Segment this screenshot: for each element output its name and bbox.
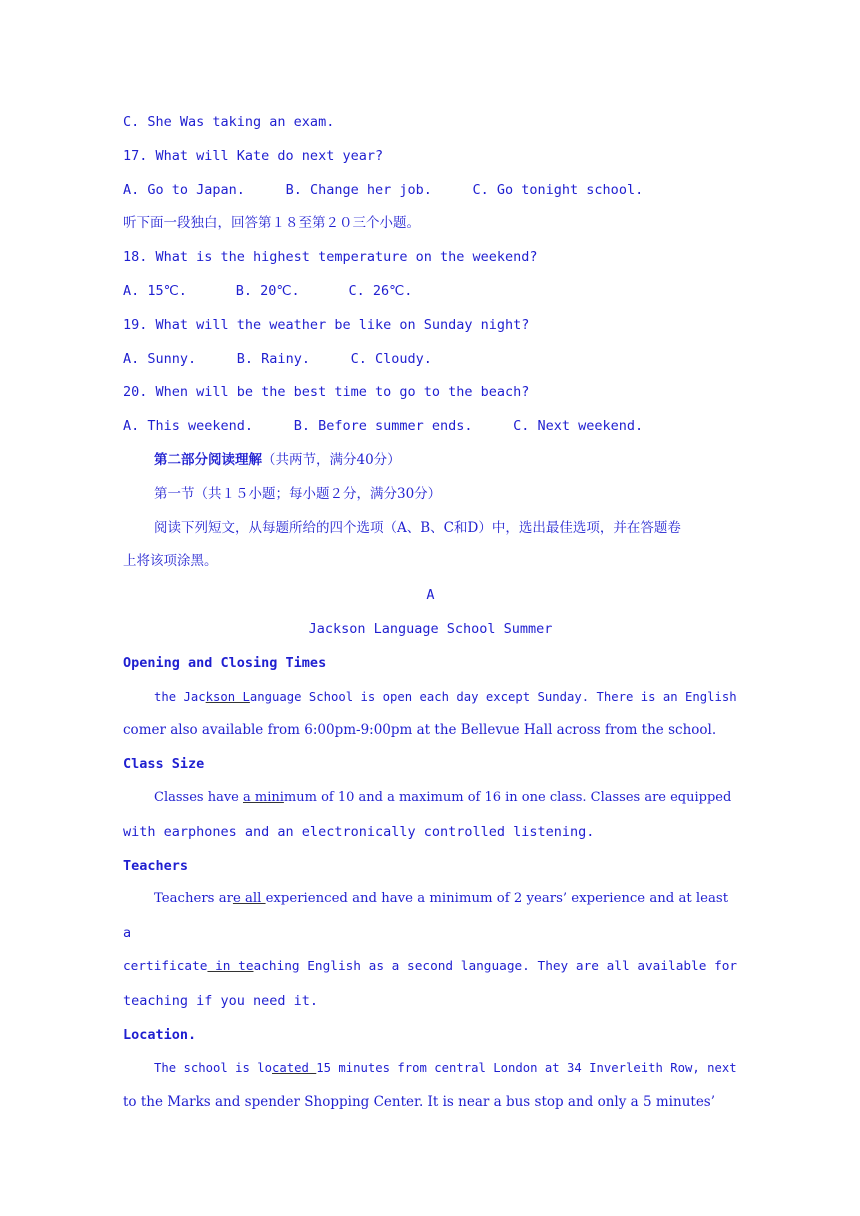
- opening-line-1: [123, 683, 738, 717]
- q19-options: [123, 345, 738, 379]
- q18-options: [123, 277, 738, 311]
- q18-option-c: C. 26℃.: [348, 282, 413, 299]
- q19-option-a: A. Sunny.: [123, 350, 197, 367]
- reading-instruction-line-1: 阅读下列短文，从每题所给的四个选项（A、B、C和D）中，选出最佳选项，并在答题卷: [154, 519, 681, 536]
- teachers-underline-2: in te: [207, 958, 254, 974]
- q17-option-c: C. Go tonight school.: [472, 181, 644, 198]
- opening-text-b: anguage School is open each day except Sunday. There is an English: [249, 689, 737, 704]
- opening-text-a: the Jac: [154, 689, 206, 704]
- q20-question: 20. When will be the best time to go to the beach?: [123, 384, 530, 401]
- location-line-1: [123, 1054, 738, 1088]
- q18-option-a: A. 15℃.: [123, 282, 187, 299]
- reading-instruction-line-2: 上将该项涂黑。: [123, 553, 218, 570]
- teachers-text-a: Teachers ar: [154, 891, 233, 907]
- q17-options: [123, 176, 738, 210]
- teachers-line-4: teaching if you need it.: [123, 992, 319, 1009]
- location-text-b: 15 minutes from central London at 34 Inverleith Row, next: [316, 1061, 737, 1076]
- q18-question: 18. What is the highest temperature on the weekend?: [123, 249, 538, 266]
- passage-title: Jackson Language School Summer: [308, 620, 553, 637]
- teachers-heading: Teachers: [123, 857, 189, 874]
- location-heading: Location.: [123, 1026, 197, 1043]
- q16-option-c: C. She Was taking an exam.: [123, 114, 335, 130]
- class-text-b: mum of 10 and a maximum of 16 in one class. Classes are equipped: [283, 789, 732, 805]
- q19-question: 19. What will the weather be like on Sunday night?: [123, 316, 530, 333]
- section-title: 第一节（共１５小题；每小题２分，满分30分）: [154, 485, 442, 502]
- q19-option-b: B. Rainy.: [236, 350, 310, 367]
- class-line-1: [123, 784, 738, 818]
- class-line-2: with earphones and an electronically controlled listening.: [123, 823, 595, 840]
- q17-option-a: A. Go to Japan.: [123, 181, 245, 198]
- q20-option-c: C. Next weekend.: [513, 418, 644, 435]
- section-instruction: 听下面一段独白，回答第１８至第２０三个小题。: [123, 215, 420, 232]
- location-underline: cated: [272, 1061, 317, 1076]
- q20-option-b: B. Before summer ends.: [293, 418, 473, 435]
- class-underline: a mini: [243, 789, 284, 805]
- reading-part-heading: [123, 446, 738, 480]
- exam-page: [123, 108, 738, 1122]
- q18-option-b: B. 20℃.: [235, 282, 300, 299]
- teachers-text-c: certificate: [123, 958, 208, 974]
- q19-option-c: C. Cloudy.: [350, 350, 432, 367]
- teachers-line-2: a: [123, 925, 132, 942]
- passage-letter: A: [426, 587, 435, 604]
- q20-options: [123, 412, 738, 446]
- part-title: 第二部分阅读理解: [154, 451, 262, 468]
- q17-question: 17. What will Kate do next year?: [123, 147, 384, 164]
- location-line-2: to the Marks and spender Shopping Center. It is near a bus stop and only a 5 minutes’: [123, 1094, 716, 1111]
- q20-option-a: A. This weekend.: [123, 418, 254, 435]
- teachers-text-b: experienced and have a minimum of 2 years’ experience and at least: [265, 891, 729, 907]
- teachers-text-d: aching English as a second language. They are all available for: [253, 958, 738, 974]
- teachers-line-3: [123, 953, 738, 987]
- q17-option-b: B. Change her job.: [285, 181, 432, 198]
- opening-heading: Opening and Closing Times: [123, 654, 327, 671]
- location-text-a: The school is lo: [154, 1061, 273, 1076]
- opening-line-2: comer also available from 6:00pm-9:00pm at the Bellevue Hall across from the school.: [123, 722, 717, 739]
- teachers-line-1: [123, 885, 738, 919]
- part-note: （共两节，满分40分）: [262, 451, 401, 468]
- class-size-heading: Class Size: [123, 756, 205, 773]
- opening-underline: kson L: [205, 689, 250, 704]
- class-text-a: Classes have: [154, 789, 243, 805]
- teachers-underline: e all: [232, 891, 266, 907]
